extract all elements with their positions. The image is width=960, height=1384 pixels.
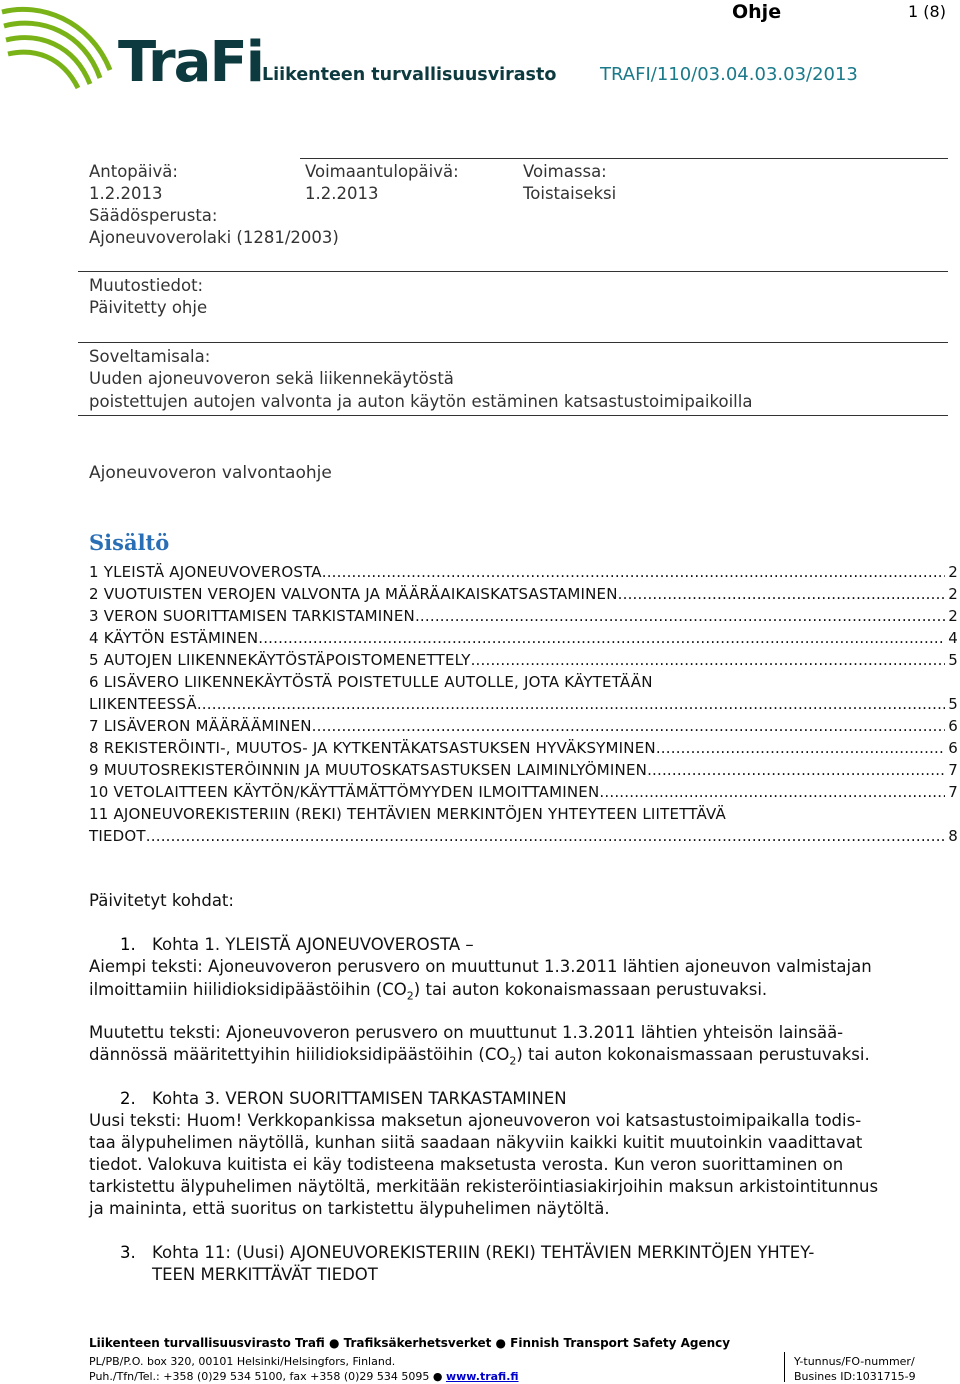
document-title: Ajoneuvoveron valvontaohje [89, 463, 332, 483]
toc-item[interactable] [89, 825, 958, 847]
toc-item-page: 7 [948, 783, 958, 801]
toc-item-label: 10 VETOLAITTEEN KÄYTÖN/KÄYTTÄMÄTTÖMYYDEN ILMOITTAMINEN [89, 783, 600, 801]
page-number: 1 (8) [908, 2, 946, 21]
footer-business-id-label: Y-tunnus/FO-nummer/ [794, 1355, 915, 1368]
toc-item[interactable] [89, 737, 958, 759]
scope-label: Soveltamisala: [89, 347, 211, 366]
issued-value: 1.2.2013 [89, 184, 163, 203]
update-3-title-line-2: TEEN MERKITTÄVÄT TIEDOT [152, 1265, 378, 1284]
update-1-title: Kohta 1. YLEISTÄ AJONEUVOVEROSTA – [152, 935, 474, 954]
update-2-title: Kohta 3. VERON SUORITTAMISEN TARKASTAMINEN [152, 1089, 567, 1108]
toc-item[interactable] [89, 605, 958, 627]
toc-item-page: 6 [948, 717, 958, 735]
footer-phone: Puh./Tfn/Tel.: +358 (0)29 534 5100, fax +358 (0)29 534 5095 ● [89, 1370, 443, 1383]
toc-item-page: 6 [948, 739, 958, 757]
update-1-new-line-2: dännössä määritettyihin hiilidioksidipäästöihin $(CO_2)$ tai auton kokonaismassaan perustuvaksi. [89, 1045, 870, 1068]
footer-website-link[interactable]: www.trafi.fi [445, 1370, 519, 1383]
toc-title: Sisältö [89, 530, 170, 555]
effective-value: 1.2.2013 [305, 184, 379, 203]
toc-item[interactable] [89, 759, 958, 781]
update-3-number: 3. [120, 1243, 136, 1262]
update-3-title-line-1: Kohta 11: (Uusi) AJONEUVOREKISTERIIN (REKI) TEHTÄVIEN MERKINTÖJEN YHTEY- [152, 1243, 815, 1262]
footer-address: PL/PB/P.O. box 320, 00101 Helsinki/Helsingfors, Finland. [89, 1355, 396, 1368]
toc-item-page: 4 [948, 629, 958, 647]
trafi-logo-icon [0, 0, 115, 95]
toc-item-label: 9 MUUTOSREKISTERÖINNIN JA MUUTOSKATSASTUKSEN LAIMINLYÖMINEN [89, 761, 648, 779]
footer-agencies: Liikenteen turvallisuusvirasto Trafi ● Trafiksäkerhetsverket ● Finnish Transport Safety Agency [89, 1336, 731, 1350]
toc-item-page: 2 [948, 585, 958, 603]
valid-value: Toistaiseksi [523, 184, 617, 203]
toc-item[interactable] [89, 715, 958, 737]
valid-label: Voimassa: [523, 162, 607, 181]
toc-item[interactable] [89, 561, 958, 583]
scope-line-1: Uuden ajoneuvoveron sekä liikennekäytöstä [89, 369, 454, 388]
toc-item-label: LIIKENTEESSÄ [89, 695, 197, 713]
footer-business-id: Busines ID:1031715-9 [794, 1370, 916, 1383]
document-type: Ohje [732, 1, 782, 23]
brand-subtitle: Liikenteen turvallisuusvirasto [262, 65, 557, 85]
footer-divider [784, 1352, 785, 1382]
toc-item-label: 1 YLEISTÄ AJONEUVOVEROSTA [89, 563, 322, 581]
toc-item-label-line1[interactable]: 6 LISÄVERO LIIKENNEKÄYTÖSTÄ POISTETULLE AUTOLLE, JOTA KÄYTETÄÄN [89, 673, 653, 691]
footer-contact [89, 1369, 519, 1384]
toc-item-label: TIEDOT [89, 827, 146, 845]
updates-title: Päivitetyt kohdat: [89, 891, 234, 910]
update-2-line-1: Uusi teksti: Huom! Verkkopankissa maksetun ajoneuvoveron voi katsastustoimipaikalla todis- [89, 1111, 862, 1130]
toc-item-label: 5 AUTOJEN LIIKENNEKÄYTÖSTÄPOISTOMENETTELY [89, 651, 471, 669]
toc-item-page: 5 [948, 651, 958, 669]
update-1-old-line-1: Aiempi teksti: Ajoneuvoveron perusvero on muuttunut 1.3.2011 lähtien ajoneuvon valmistajan [89, 957, 872, 976]
changes-value: Päivitetty ohje [89, 298, 208, 317]
update-2-line-3: tiedot. Valokuva kuitista ei käy todisteena maksetusta verosta. Kun veron suorittaminen on [89, 1155, 844, 1174]
changes-label: Muutostiedot: [89, 276, 204, 295]
update-2-line-2: taa älypuhelimen näytöllä, kunhan siitä saadaan näkyviin kaikki kuitit muutoinkin vaadittavat [89, 1133, 863, 1152]
toc-item[interactable] [89, 781, 958, 803]
toc-item-page: 2 [948, 607, 958, 625]
issued-label: Antopäivä: [89, 162, 178, 181]
scope-line-2: poistettujen autojen valvonta ja auton käytön estäminen katsastustoimipaikoilla [89, 392, 753, 411]
meta-top-rule [300, 158, 948, 159]
toc-item-label: 2 VUOTUISTEN VEROJEN VALVONTA JA MÄÄRÄAIKAISKATSASTAMINEN [89, 585, 618, 603]
toc-item-page: 2 [948, 563, 958, 581]
update-2-line-5: ja maininta, että suoritus on tarkistettu älypuhelimen näytöltä. [89, 1199, 610, 1218]
update-1-new-line-1: Muutettu teksti: Ajoneuvoveron perusvero on muuttunut 1.3.2011 lähtien yhteisön lainsää- [89, 1023, 844, 1042]
update-1-number: 1. [120, 935, 136, 954]
basis-value: Ajoneuvoverolaki (1281/2003) [89, 228, 339, 247]
meta-rule-3 [78, 342, 948, 343]
brand-name: TraFi [118, 30, 263, 95]
update-1-old-line-2: ilmoittamiin hiilidioksidipäästöihin $(CO_2)$ tai auton kokonaismassaan perustuvaksi. [89, 980, 768, 1003]
toc-item-page: 5 [948, 695, 958, 713]
toc-item[interactable] [89, 649, 958, 671]
meta-rule-2 [78, 271, 948, 272]
toc-item-label: 3 VERON SUORITTAMISEN TARKISTAMINEN [89, 607, 415, 625]
toc-item[interactable] [89, 627, 958, 649]
update-2-number: 2. [120, 1089, 136, 1108]
meta-rule-4 [78, 415, 948, 416]
update-2-line-4: tarkistettu älypuhelimen näytöltä, merkitään rekisteröintiasiakirjoihin maksun arkistointitunnus [89, 1177, 879, 1196]
toc-item-page: 8 [948, 827, 958, 845]
basis-label: Säädösperusta: [89, 206, 218, 225]
toc-item[interactable] [89, 693, 958, 715]
effective-label: Voimaantulopäivä: [305, 162, 459, 181]
document-number: TRAFI/110/03.04.03.03/2013 [600, 64, 858, 85]
toc-item[interactable] [89, 583, 958, 605]
toc-item-label: 7 LISÄVERON MÄÄRÄÄMINEN [89, 717, 312, 735]
toc-item-page: 7 [948, 761, 958, 779]
toc-item-label: 4 KÄYTÖN ESTÄMINEN [89, 629, 259, 647]
toc-item-label: 8 REKISTERÖINTI-, MUUTOS- JA KYTKENTÄKATSASTUKSEN HYVÄKSYMINEN [89, 739, 656, 757]
toc-item-label-line1[interactable]: 11 AJONEUVOREKISTERIIN (REKI) TEHTÄVIEN MERKINTÖJEN YHTEYTEEN LIITETTÄVÄ [89, 805, 726, 823]
